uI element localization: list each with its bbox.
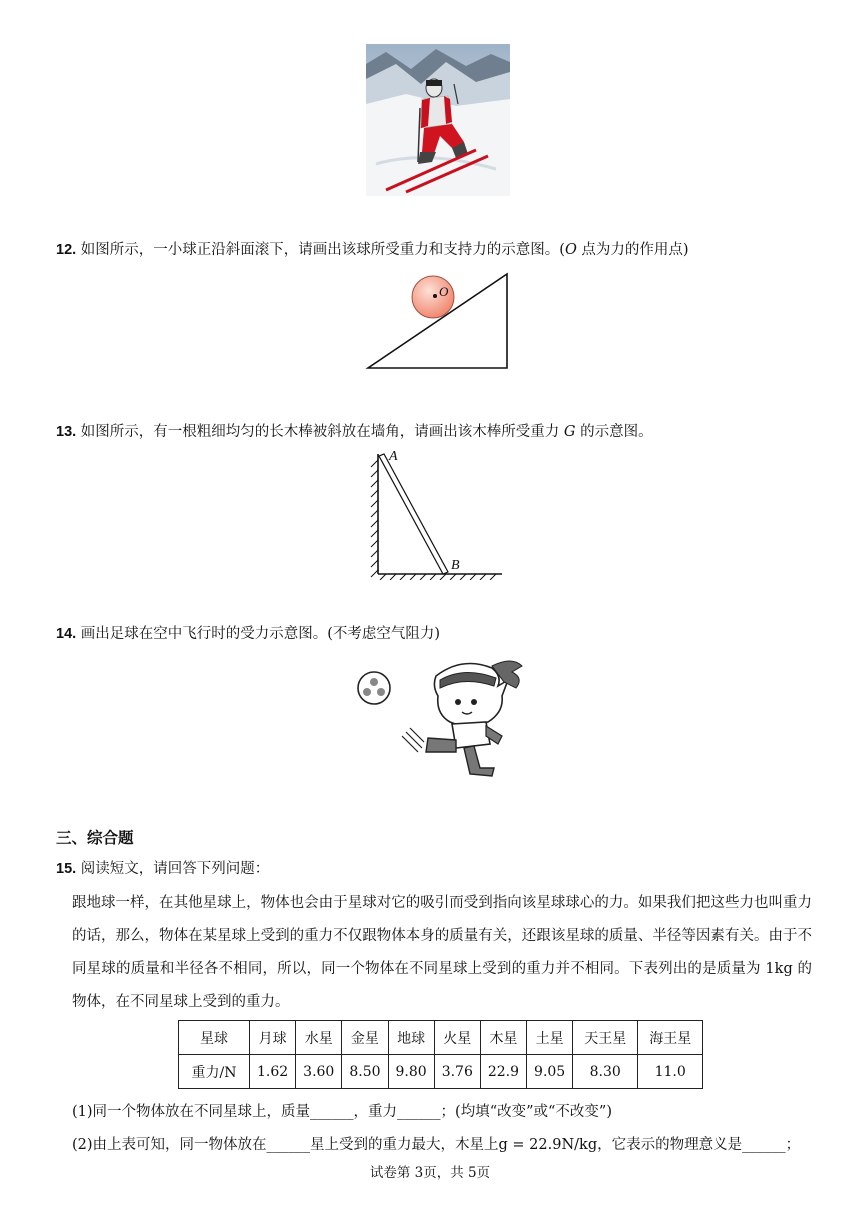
table-cell: 水星 [296,1021,342,1055]
reading-passage: 跟地球一样，在其他星球上，物体也会由于星球对它的吸引而受到指向该星球球心的力。如果我们把这些力也叫重力的话，那么，物体在某星球上受到的重力不仅跟物体本身的质量有关，还跟该星球的质量、半径等因素有关。由于不同星球的质量和半径各不相同，所以，同一个物体在不同星球上受到的重力并不相同。下表列出的是质量为 1kg 的物体，在不同星球上受到的重力。 [72,895,812,1010]
table-cell: 3.60 [296,1055,342,1089]
table-cell: 土星 [527,1021,573,1055]
wooden-stick [379,454,448,574]
question-text-tail: 的示意图。 [575,424,653,440]
table-cell: 火星 [434,1021,480,1055]
question-12 [56,240,689,260]
question-text: 画出足球在空中飞行时的受力示意图。(不考虑空气阻力) [80,626,441,642]
question-number: 15. [56,861,77,877]
table-row [179,1055,703,1089]
section-title: 三、综合题 [56,830,134,847]
gravity-table-wrap [178,1020,703,1089]
question-number: 14. [56,626,77,642]
force-variable: G [563,424,576,440]
sub-question-2: (2)由上表可知，同一物体放在______星上受到的重力最大，木星上g = 22.9N/kg，它表示的物理意义是______； [72,1137,801,1153]
question-15 [56,859,269,879]
question-13 [56,422,653,442]
table-cell: 22.9 [480,1055,526,1089]
stick-wall-figure [366,446,506,580]
question-intro: 阅读短文，请回答下列问题： [80,861,270,877]
gravity-table [178,1020,703,1089]
sub-question-1: (1)同一个物体放在不同星球上，质量______，重力______；(均填“改变”或“不改变”) [72,1104,613,1120]
table-cell: 1.62 [250,1055,296,1089]
table-cell: 月球 [250,1021,296,1055]
table-cell: 3.76 [434,1055,480,1089]
table-header-row [179,1021,703,1055]
table-cell: 木星 [480,1021,526,1055]
table-cell: 重力/N [179,1055,250,1089]
question-number: 13. [56,424,77,440]
table-cell: 9.05 [527,1055,573,1089]
football-kick-figure [352,656,532,780]
football [358,672,390,704]
end-b-label: B [451,558,460,573]
table-cell: 8.30 [573,1055,638,1089]
table-cell: 地球 [388,1021,434,1055]
table-cell: 8.50 [342,1055,388,1089]
point-variable: O [564,242,577,258]
question-text: 如图所示，一小球正沿斜面滚下，请画出该球所受重力和支持力的示意图。( [80,242,565,258]
skier-photo [366,44,510,196]
point-o-label: O [439,284,449,299]
table-cell: 9.80 [388,1055,434,1089]
question-14 [56,624,440,644]
page-footer: 试卷第 3页，共 5页 [369,1165,491,1181]
end-a-label: A [389,449,398,464]
table-cell: 星球 [179,1021,250,1055]
table-cell: 天王星 [573,1021,638,1055]
table-cell: 11.0 [638,1055,703,1089]
question-text: 如图所示，有一根粗细均匀的长木棒被斜放在墙角，请画出该木棒所受重力 [80,424,564,440]
table-cell: 金星 [342,1021,388,1055]
question-number: 12. [56,242,77,258]
table-cell: 海王星 [638,1021,703,1055]
question-text-tail: 点为力的作用点) [576,242,689,258]
incline-ball-figure [360,268,520,374]
